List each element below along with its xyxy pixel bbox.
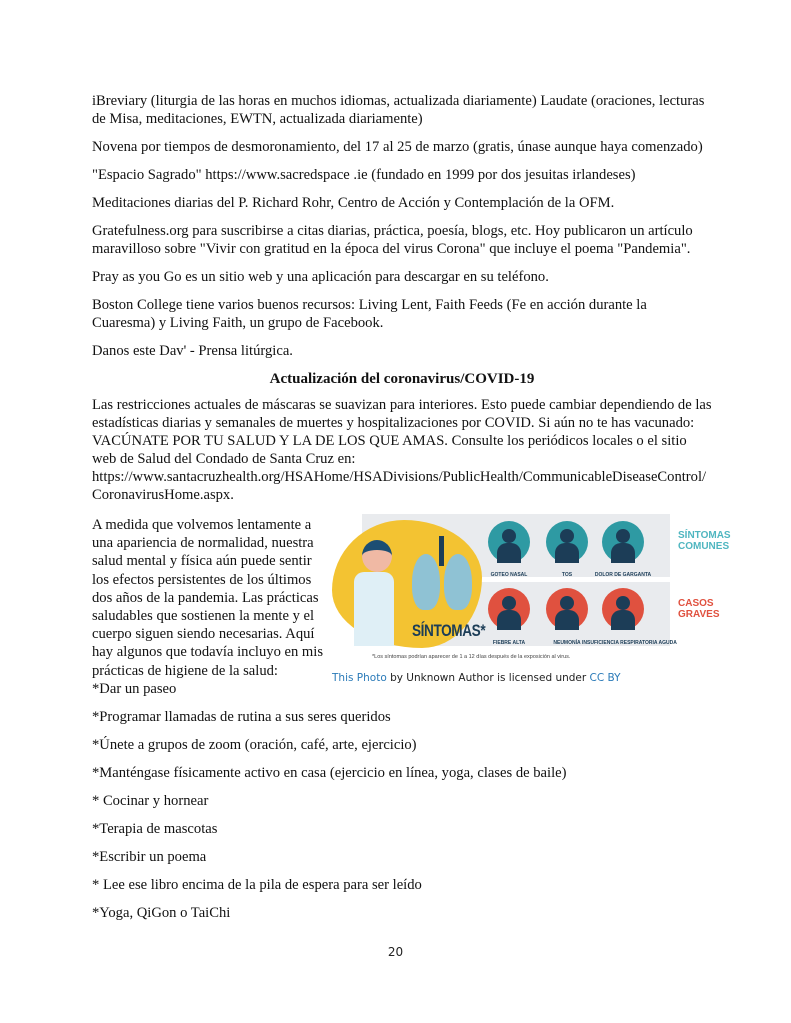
- sore-throat-icon: [602, 521, 644, 563]
- resource-rohr: Meditaciones diarias del P. Richard Rohr, Centro de Acción y Contemplación de la OFM.: [92, 195, 615, 211]
- page-number: 20: [387, 945, 404, 959]
- license-link[interactable]: CC BY: [589, 672, 621, 684]
- cough-icon: [546, 521, 588, 563]
- respiratory-failure-icon: [602, 588, 644, 630]
- runny-nose-icon: [488, 521, 530, 563]
- resource-boston-college: Boston College tiene varios buenos recursos: Living Lent, Faith Feeds (Fe en acción durante la Cuaresma) y Living Faith, un grupo de Facebook.: [92, 297, 647, 331]
- common-symptoms-label: SÍNTOMAS COMUNES: [678, 530, 731, 552]
- list-item: *Dar un paseo: [92, 681, 177, 697]
- photo-link[interactable]: This Photo: [332, 672, 387, 684]
- resource-ibreviary: iBreviary (liturgia de las horas en muchos idiomas, actualizada diariamente) Laudate (oraciones, lecturas de Misa, meditaciones, EWTN, actualizada diariamente): [92, 93, 705, 127]
- list-item: *Escribir un poema: [92, 849, 207, 865]
- list-item: *Yoga, QiGon o TaiChi: [92, 905, 231, 921]
- list-item: *Terapia de mascotas: [92, 821, 218, 837]
- health-practices-intro: A medida que volvemos lentamente a una apariencia de normalidad, nuestra salud mental y física aún puede sentir los efectos persistentes de los últimos dos años de la pandemia. Las prácticas saludables que sostienen la mente y el cuerpo siguen siendo necesarias. Aquí hay algunos que todavía incluyo en mis prácticas de higiene de la salud:: [92, 517, 324, 679]
- resource-sacred-space: "Espacio Sagrado" https://www.sacredspace .ie (fundado en 1999 por dos jesuitas irlandeses): [92, 167, 636, 183]
- credit-text: by Unknown Author is licensed under: [386, 672, 590, 684]
- covid-heading: Actualización del coronavirus/COVID-19: [269, 371, 535, 387]
- nurse-illustration-body: [354, 572, 394, 646]
- symptom-label: INSUFICIENCIA RESPIRATORIA AGUDA: [582, 640, 677, 646]
- symptoms-note: *Los síntomas podrían aparecer de 1 a 12 días después de la exposición al virus.: [372, 654, 571, 660]
- symptom-label: FIEBRE ALTA: [492, 640, 526, 646]
- symptom-label: NEUMONÍA: [553, 640, 581, 646]
- symptom-label: DOLOR DE GARGANTA: [594, 572, 652, 578]
- practices-list: [92, 680, 712, 922]
- symptom-label: TOS: [561, 572, 573, 578]
- list-item: * Lee ese libro encima de la pila de espera para ser leído: [92, 877, 422, 893]
- symptoms-title: SÍNTOMAS*: [412, 621, 486, 640]
- list-item: * Cocinar y hornear: [92, 793, 209, 809]
- resource-novena: Novena por tiempos de desmoronamiento, del 17 al 25 de marzo (gratis, únase aunque haya comenzado): [92, 139, 703, 155]
- resource-gratefulness: Gratefulness.org para suscribirse a citas diarias, práctica, poesía, blogs, etc. Hoy publicaron un artículo maravilloso sobre "Vivir con gratitud en la época del virus Corona" que incluye el poema "Pandemia".: [92, 223, 693, 257]
- nurse-illustration-head: [362, 540, 392, 572]
- list-item: *Programar llamadas de rutina a sus seres queridos: [92, 709, 391, 725]
- resource-give-us-this-day: Danos este Dav' - Prensa litúrgica.: [92, 343, 293, 359]
- pneumonia-icon: [546, 588, 588, 630]
- list-item: *Únete a grupos de zoom (oración, café, arte, ejercicio): [92, 737, 417, 753]
- resource-pray-as-you-go: Pray as you Go es un sitio web y una aplicación para descargar en su teléfono.: [92, 269, 549, 285]
- symptoms-figure: [332, 514, 731, 687]
- covid-paragraph: Las restricciones actuales de máscaras se suavizan para interiores. Esto puede cambiar dependiendo de las estadísticas diarias y semanales de muertes y hospitalizaciones por COVID. Si aún no te has vacunado: VACÚNATE POR TU SALUD Y LA DE LOS QUE AMAS. Consulte los periódicos locales o el sitio web de Salud del Condado de Santa Cruz en: https://www.santacruzhealth.org/HSAHome/HSADivisions/PublicHealth/CommunicableDiseaseControl/ CoronavirusHome.aspx.: [92, 397, 712, 503]
- health-section: [92, 514, 731, 684]
- list-item: *Manténgase físicamente activo en casa (ejercicio en línea, yoga, clases de baile): [92, 765, 567, 781]
- photo-credit: [332, 669, 712, 687]
- severe-cases-label: CASOS GRAVES: [678, 598, 720, 620]
- symptoms-infographic: [332, 514, 731, 646]
- document-page: [92, 92, 731, 932]
- symptom-label: GOTEO NASAL: [490, 572, 528, 578]
- lungs-icon: [412, 544, 472, 614]
- high-fever-icon: [488, 588, 530, 630]
